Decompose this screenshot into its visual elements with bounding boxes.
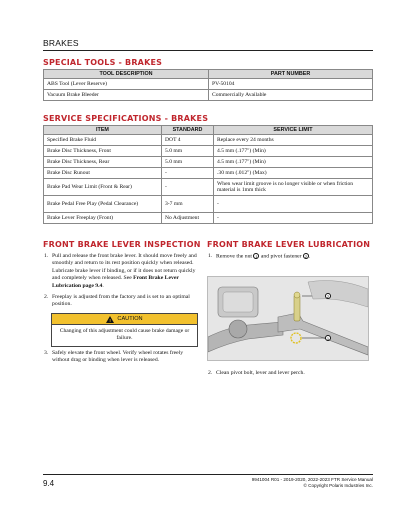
col-part-number: PART NUMBER bbox=[209, 70, 373, 79]
spec-standard-cell: DOT 4 bbox=[162, 135, 214, 146]
part-number-cell: Commercially Available bbox=[209, 90, 373, 101]
step-number: 1. bbox=[44, 253, 49, 259]
spec-standard-cell: No Adjustment bbox=[162, 213, 214, 224]
caution-header bbox=[52, 314, 197, 325]
brake-lever-illustration bbox=[208, 277, 369, 361]
special-tools-heading: SPECIAL TOOLS - BRAKES bbox=[43, 58, 163, 67]
table-row bbox=[44, 79, 373, 90]
spec-standard-cell: - bbox=[162, 168, 214, 179]
lever-inspection-heading: FRONT BRAKE LEVER INSPECTION bbox=[43, 240, 201, 249]
step-text: and pivot fastener bbox=[259, 253, 304, 260]
spec-limit-cell: - bbox=[214, 213, 373, 224]
page-number: 9.4 bbox=[43, 479, 55, 488]
list-item bbox=[208, 370, 370, 377]
tool-description-cell: Vacuum Brake Bleeder bbox=[44, 90, 209, 101]
table-row bbox=[44, 213, 373, 224]
step-text: Safely elevate the front wheel. Verify wheel rotates freely without drag or binding when lever is released. bbox=[52, 350, 184, 364]
spec-limit-cell: - bbox=[214, 196, 373, 213]
col-tool-description: TOOL DESCRIPTION bbox=[44, 70, 209, 79]
step-text-end: . bbox=[102, 282, 104, 289]
spec-item-cell: Specified Brake Fluid bbox=[44, 135, 162, 146]
step-number: 2. bbox=[44, 294, 49, 301]
copyright-line: © Copyright Polaris Industries Inc. bbox=[303, 483, 373, 489]
table-row bbox=[44, 179, 373, 196]
section-header: BRAKES bbox=[43, 38, 79, 48]
step-number: 3. bbox=[44, 350, 49, 356]
lever-lubrication-heading: FRONT BRAKE LEVER LUBRICATION bbox=[207, 240, 371, 249]
manual-reference: 9941004 R01 - 2019-2020, 2022-2023 FTR Service Manual bbox=[251, 477, 373, 482]
step-text: Remove the nut bbox=[216, 253, 254, 260]
caution-label: CAUTION bbox=[117, 316, 143, 322]
spec-limit-cell: When wear limit groove is no longer visible or when friction material is 1mm thick bbox=[214, 179, 373, 196]
step-text: Pull and release the front brake lever. It should move freely and smoothly and return to its rest position quickly when released. Lubricate brake lever if binding, or if it does not return quickly and completely when released. See bbox=[52, 253, 197, 282]
caution-box bbox=[51, 313, 198, 347]
step-text-end: . bbox=[309, 253, 311, 260]
list-item bbox=[208, 253, 370, 261]
callout-marker: 1 bbox=[255, 254, 258, 259]
service-specs-table bbox=[43, 125, 373, 224]
table-row bbox=[44, 146, 373, 157]
spec-standard-cell: 5.0 mm bbox=[162, 146, 214, 157]
callout-marker: 2 bbox=[304, 254, 308, 259]
spec-limit-cell: .30 mm (.012") (Max) bbox=[214, 168, 373, 179]
special-tools-table bbox=[43, 69, 373, 101]
lubrication-steps-continued bbox=[208, 370, 370, 381]
spec-standard-cell: 5.0 mm bbox=[162, 157, 214, 168]
list-item bbox=[44, 350, 200, 365]
table-row bbox=[44, 90, 373, 101]
callout-1-marker: 1 bbox=[326, 336, 330, 341]
footer-copyright bbox=[173, 477, 373, 489]
service-specs-heading: SERVICE SPECIFICATIONS - BRAKES bbox=[43, 114, 209, 123]
col-item: ITEM bbox=[44, 126, 162, 135]
step-text: Clean pivot bolt, lever and lever perch. bbox=[216, 370, 305, 376]
tool-description-cell: ABS Tool (Lever Reserve) bbox=[44, 79, 209, 90]
header-divider bbox=[43, 50, 373, 51]
list-item bbox=[44, 253, 200, 290]
spec-limit-cell: 4.5 mm (.177") (Min) bbox=[214, 146, 373, 157]
spec-limit-cell: 4.5 mm (.177") (Min) bbox=[214, 157, 373, 168]
table-row bbox=[44, 196, 373, 213]
spec-standard-cell: - bbox=[162, 179, 214, 196]
brake-lever-photo bbox=[207, 276, 369, 361]
part-number-cell: PV-50104 bbox=[209, 79, 373, 90]
callout-2-marker: 2 bbox=[326, 294, 330, 299]
step-text: Freeplay is adjusted from the factory and is set to an optimal position. bbox=[52, 294, 190, 308]
spec-limit-cell: Replace every 24 months bbox=[214, 135, 373, 146]
spec-item-cell: Brake Disc Runout bbox=[44, 168, 162, 179]
caution-text: Changing of this adjustment could cause brake damage or failure. bbox=[59, 328, 190, 342]
inspection-steps-continued bbox=[44, 350, 200, 369]
warning-triangle-icon: ! bbox=[106, 316, 114, 323]
step-number: 2. bbox=[208, 370, 213, 376]
list-item bbox=[44, 294, 200, 309]
footer-divider bbox=[43, 474, 373, 475]
cross-reference-link[interactable]: Front Brake Lever Lubrication page 9.4 bbox=[52, 275, 179, 289]
table-row bbox=[44, 157, 373, 168]
spec-item-cell: Brake Lever Freeplay (Front) bbox=[44, 213, 162, 224]
spec-item-cell: Brake Disc Thickness, Front bbox=[44, 146, 162, 157]
step-number: 1. bbox=[208, 253, 213, 259]
col-standard: STANDARD bbox=[162, 126, 214, 135]
spec-item-cell: Brake Pedal Free Play (Pedal Clearance) bbox=[44, 196, 162, 213]
inspection-steps bbox=[44, 253, 200, 313]
table-row bbox=[44, 135, 373, 146]
spec-item-cell: Brake Pad Wear Limit (Front & Rear) bbox=[44, 179, 162, 196]
spec-standard-cell: 3-7 mm bbox=[162, 196, 214, 213]
spec-item-cell: Brake Disc Thickness, Rear bbox=[44, 157, 162, 168]
col-service-limit: SERVICE LIMIT bbox=[214, 126, 373, 135]
lubrication-steps bbox=[208, 253, 370, 265]
table-row bbox=[44, 168, 373, 179]
